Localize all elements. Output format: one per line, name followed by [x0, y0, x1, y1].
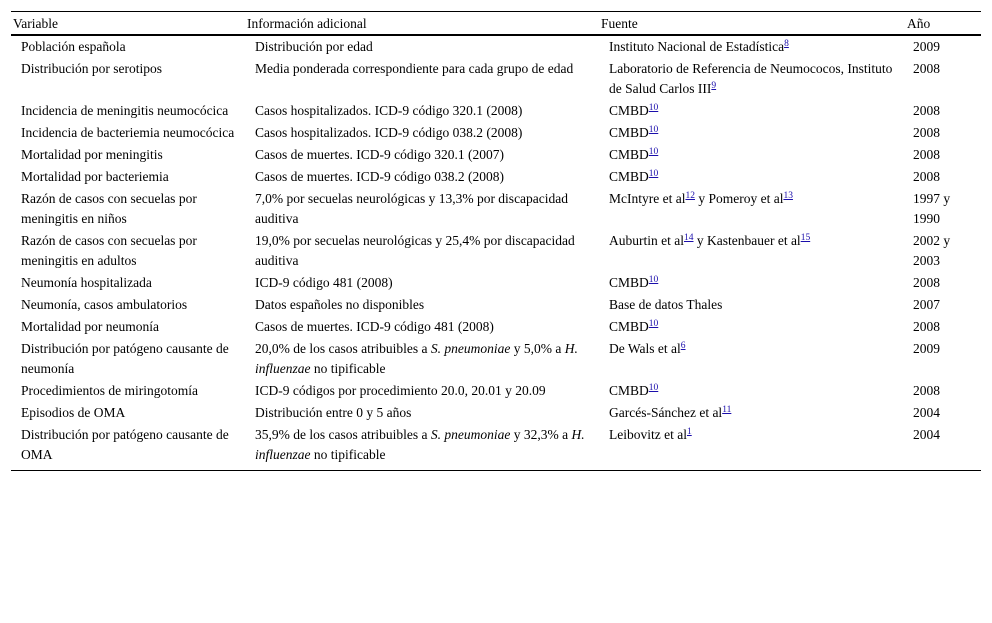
cell-year: 2004	[905, 424, 981, 471]
cell-variable: Incidencia de bacteriemia neumocócica	[21, 125, 235, 140]
header-year: Año	[905, 12, 981, 36]
cell-info: 20,0% de los casos atribuibles a S. pneumoniae y 5,0% a H. influenzae no tipificable	[255, 341, 578, 376]
reference-link[interactable]: 9	[711, 81, 717, 91]
cell-year: 2009	[913, 39, 940, 54]
reference-link[interactable]: 11	[722, 405, 732, 415]
table-row	[11, 380, 981, 402]
reference-link[interactable]: 10	[648, 103, 659, 113]
cell-info: 7,0% por secuelas neurológicas y 13,3% por discapacidad auditiva	[255, 191, 569, 226]
cell-info: Distribución por edad	[255, 39, 373, 54]
cell-source: CMBD$^{10}$	[609, 125, 659, 140]
cell-source: CMBD$^{10}$	[609, 275, 659, 290]
cell-info: ICD-9 código 481 (2008)	[255, 275, 393, 290]
cell-year: 2008	[913, 103, 940, 118]
cell-variable: Mortalidad por meningitis	[21, 147, 163, 162]
cell-variable: Mortalidad por neumonía	[21, 319, 159, 334]
table-row	[11, 58, 981, 100]
cell-variable: Distribución por serotipos	[21, 61, 162, 76]
species-name: S. pneumoniae	[430, 427, 511, 442]
cell-source: Leibovitz et al$^1$	[599, 424, 905, 471]
table-row	[11, 294, 981, 316]
cell-variable: Mortalidad por bacteriemia	[21, 169, 169, 184]
table-row	[11, 188, 981, 230]
cell-source: Laboratorio de Referencia de Neumococos, Instituto de Salud Carlos III$^9$	[609, 61, 893, 96]
reference-link[interactable]: 10	[648, 169, 659, 179]
cell-year: 2008	[913, 383, 940, 398]
reference-link[interactable]: 10	[648, 319, 659, 329]
reference-link[interactable]: 6	[680, 341, 686, 351]
reference-link[interactable]: 15	[800, 233, 811, 243]
cell-source: CMBD$^{10}$	[609, 103, 659, 118]
cell-source: CMBD$^{10}$	[609, 383, 659, 398]
cell-source: CMBD$^{10}$	[609, 169, 659, 184]
cell-year: 2008	[913, 169, 940, 184]
cell-info: Casos de muertes. ICD-9 código 481 (2008)	[255, 319, 494, 334]
table-row	[11, 166, 981, 188]
cell-variable: Distribución por patógeno causante de neumonía	[21, 341, 229, 376]
cell-year: 2008	[913, 275, 940, 290]
cell-year: 2009	[913, 341, 940, 356]
table-row	[11, 144, 981, 166]
reference-link[interactable]: 10	[648, 125, 659, 135]
reference-link[interactable]: 13	[783, 191, 793, 201]
header-row	[11, 12, 981, 36]
reference-link[interactable]: 10	[648, 147, 659, 157]
cell-variable: Episodios de OMA	[21, 405, 126, 420]
cell-variable: Procedimientos de miringotomía	[21, 383, 198, 398]
species-name: H. influenzae	[255, 427, 585, 462]
cell-variable: Neumonía hospitalizada	[21, 275, 152, 290]
species-name: S. pneumoniae	[430, 341, 511, 356]
cell-source: De Wals et al$^6$	[609, 341, 686, 356]
cell-variable: Razón de casos con secuelas por meningitis en adultos	[21, 233, 197, 268]
cell-year: 2008	[913, 319, 940, 334]
cell-year: 2008	[913, 61, 940, 76]
cell-year: 2002 y 2003	[913, 233, 951, 268]
cell-info: 35,9% de los casos atribuibles a S. pneumoniae y 32,3% a H. influenzae no tipificable	[245, 424, 599, 471]
cell-source: CMBD$^{10}$	[609, 147, 659, 162]
cell-info: Datos españoles no disponibles	[255, 297, 425, 312]
cell-source: Instituto Nacional de Estadística$^8$	[609, 39, 789, 54]
table-row	[11, 424, 981, 471]
table-row	[11, 272, 981, 294]
species-name: H. influenzae	[255, 341, 578, 376]
cell-info: Media ponderada correspondiente para cada grupo de edad	[255, 61, 574, 76]
cell-source: Auburtin et al$^{14}$ y Kastenbauer et al$^{15}$	[609, 233, 811, 248]
header-info: Información adicional	[245, 12, 599, 36]
cell-source: Base de datos Thales	[609, 297, 723, 312]
cell-info: Distribución entre 0 y 5 años	[255, 405, 412, 420]
reference-link[interactable]: 10	[648, 275, 659, 285]
cell-year: 2004	[913, 405, 940, 420]
table-row	[11, 100, 981, 122]
reference-link[interactable]: 12	[685, 191, 695, 201]
reference-link[interactable]: 10	[648, 383, 659, 393]
cell-variable: Incidencia de meningitis neumocócica	[21, 103, 229, 118]
cell-info: Casos de muertes. ICD-9 código 038.2 (2008)	[255, 169, 504, 184]
cell-year: 2008	[913, 125, 940, 140]
cell-variable: Distribución por patógeno causante de OMA	[11, 424, 245, 471]
header-variable: Variable	[11, 12, 245, 36]
cell-info: ICD-9 códigos por procedimiento 20.0, 20.01 y 20.09	[255, 383, 546, 398]
cell-variable: Razón de casos con secuelas por meningitis en niños	[21, 191, 197, 226]
data-table	[11, 11, 981, 471]
table-row	[11, 402, 981, 424]
cell-year: 1997 y 1990	[913, 191, 951, 226]
header-source: Fuente	[599, 12, 905, 36]
table-row	[11, 122, 981, 144]
cell-info: Casos hospitalizados. ICD-9 código 320.1 (2008)	[255, 103, 523, 118]
reference-link[interactable]: 8	[784, 39, 789, 49]
cell-variable: Neumonía, casos ambulatorios	[21, 297, 188, 312]
table-row	[11, 230, 981, 272]
cell-source: CMBD$^{10}$	[609, 319, 659, 334]
cell-info: Casos hospitalizados. ICD-9 código 038.2 (2008)	[255, 125, 523, 140]
cell-source: McIntyre et al$^{12}$ y Pomeroy et al$^{13}$	[609, 191, 793, 206]
table-row	[11, 316, 981, 338]
reference-link[interactable]: 14	[683, 233, 694, 243]
cell-year: 2007	[913, 297, 940, 312]
table-row	[11, 35, 981, 58]
reference-link[interactable]: 1	[686, 427, 692, 437]
cell-source: Garcés-Sánchez et al$^{11}$	[609, 405, 732, 420]
cell-year: 2008	[913, 147, 940, 162]
table-row	[11, 338, 981, 380]
cell-variable: Población española	[21, 39, 126, 54]
cell-info: 19,0% por secuelas neurológicas y 25,4% por discapacidad auditiva	[255, 233, 575, 268]
cell-info: Casos de muertes. ICD-9 código 320.1 (2007)	[255, 147, 504, 162]
